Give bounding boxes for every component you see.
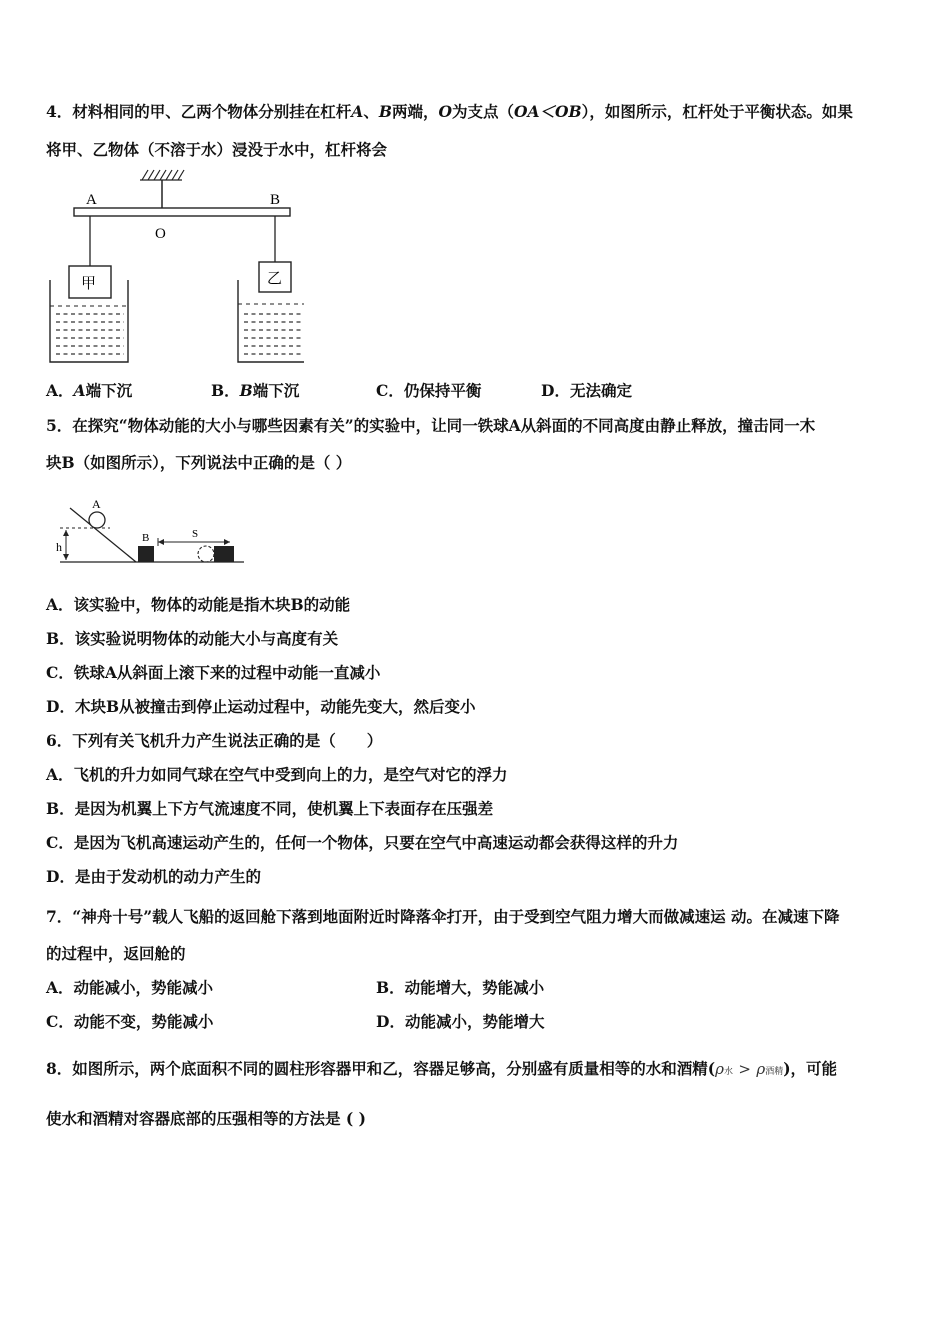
iron-ball-a [89,512,105,528]
q4-text-a: 4．材料相同的甲、乙两个物体分别挂在杠杆 [46,102,352,121]
q4-option-a-text: 端下沉 [85,381,133,400]
height-label: h [56,540,62,554]
q6-option-b: B．是因为机翼上下方气流速度不同，使机翼上下表面存在压强差 [46,799,494,818]
q4-condition: OA＜OB [514,102,582,121]
q4-option-c-text: 仍保持平衡 [403,381,482,400]
q4-option-b-text: 端下沉 [252,381,300,400]
q4-option-b-letter: B． [211,381,240,400]
ball-final [198,546,214,562]
distance-label: S [192,528,199,540]
q4-point-a: A [351,102,364,121]
left-block-label: 甲 [81,274,97,292]
q8-text-b: )，可能 [783,1059,838,1078]
q8-line1 [46,1059,837,1082]
q4-sep: 、 [363,102,379,121]
lever-label-o: O [155,226,166,242]
q4-option-b [211,381,299,401]
q5-line2: 块B（如图所示），下列说法中正确的是（ ） [46,453,352,472]
q4-text-d: ），如图所示，杠杆处于平衡状态。如果 [581,102,853,121]
incline-figure [50,494,250,570]
ceiling-support [140,170,184,180]
rho-water-sub: 水 [723,1067,733,1077]
q4-option-c-letter: C． [376,381,404,400]
q7-option-c: C．动能不变，势能减小 [46,1012,214,1031]
q4-option-c [376,381,481,401]
q8-line2: 使水和酒精对容器底部的压强相等的方法是 ( ) [46,1109,366,1128]
q7-line1: 7．“神舟十号”载人飞船的返回舱下落到地面附近时降落伞打开，由于受到空气阻力增大而做减速运 动。在减速下降 [46,907,840,926]
lever-figure [44,168,304,368]
wood-block-b [138,546,154,562]
greater-than: > [738,1060,751,1078]
block-final [214,546,234,562]
q5-option-c: C．铁球A从斜面上滚下来的过程中动能一直减小 [46,663,381,682]
rho-alcohol-symbol: ρ [756,1060,766,1078]
q8-text-a: 8．如图所示，两个底面积不同的圆柱形容器甲和乙，容器足够高，分别盛有质量相等的水和酒精( [46,1059,716,1078]
lever-label-a: A [86,192,97,208]
q5-line1: 5．在探究“物体动能的大小与哪些因素有关”的实验中，让同一铁球A从斜面的不同高度由静止释放，撞击同一木 [46,416,816,435]
block-label: B [142,532,150,544]
q4-point-o: O [438,102,452,121]
rho-water-symbol: ρ [715,1060,724,1078]
q4-option-a-letter: A． [46,381,74,400]
q7-line2: 的过程中，返回舱的 [46,944,186,963]
q5-option-b: B．该实验说明物体的动能大小与高度有关 [46,629,339,648]
q5-option-d: D．木块B从被撞击到停止运动过程中，动能先变大，然后变小 [46,697,476,716]
q4-option-d [541,381,632,401]
q4-option-d-letter: D． [541,381,570,400]
q4-option-a-point: A [73,381,86,400]
q7-option-a: A．动能减小，势能减小 [46,978,214,997]
q4-text-c: 为支点（ [451,102,514,121]
q6-option-a: A．飞机的升力如同气球在空气中受到向上的力，是空气对它的浮力 [46,765,508,784]
q6-line1: 6．下列有关飞机升力产生说法正确的是（ ） [46,731,383,750]
q4-text-b: 两端， [391,102,439,121]
rho-alcohol-sub: 酒精 [765,1067,784,1077]
q7-option-d: D．动能减小，势能增大 [376,1012,545,1031]
q4-point-b: B [378,102,392,121]
lever-bar [74,208,290,216]
q4-option-b-point: B [239,381,253,400]
q4-line2: 将甲、乙物体（不溶于水）浸没于水中，杠杆将会 [46,140,388,159]
q5-option-a: A．该实验中，物体的动能是指木块B的动能 [46,595,351,614]
q4-line1 [46,102,853,122]
q7-option-b: B．动能增大，势能减小 [376,978,545,997]
ball-label: A [92,497,101,511]
q6-option-d: D．是由于发动机的动力产生的 [46,867,261,886]
q4-option-a [46,381,132,401]
q6-option-c: C．是因为飞机高速运动产生的，任何一个物体，只要在空气中高速运动都会获得这样的升力 [46,833,679,852]
right-block-label: 乙 [267,269,283,287]
q4-option-d-text: 无法确定 [569,381,632,400]
lever-label-b: B [270,192,281,208]
